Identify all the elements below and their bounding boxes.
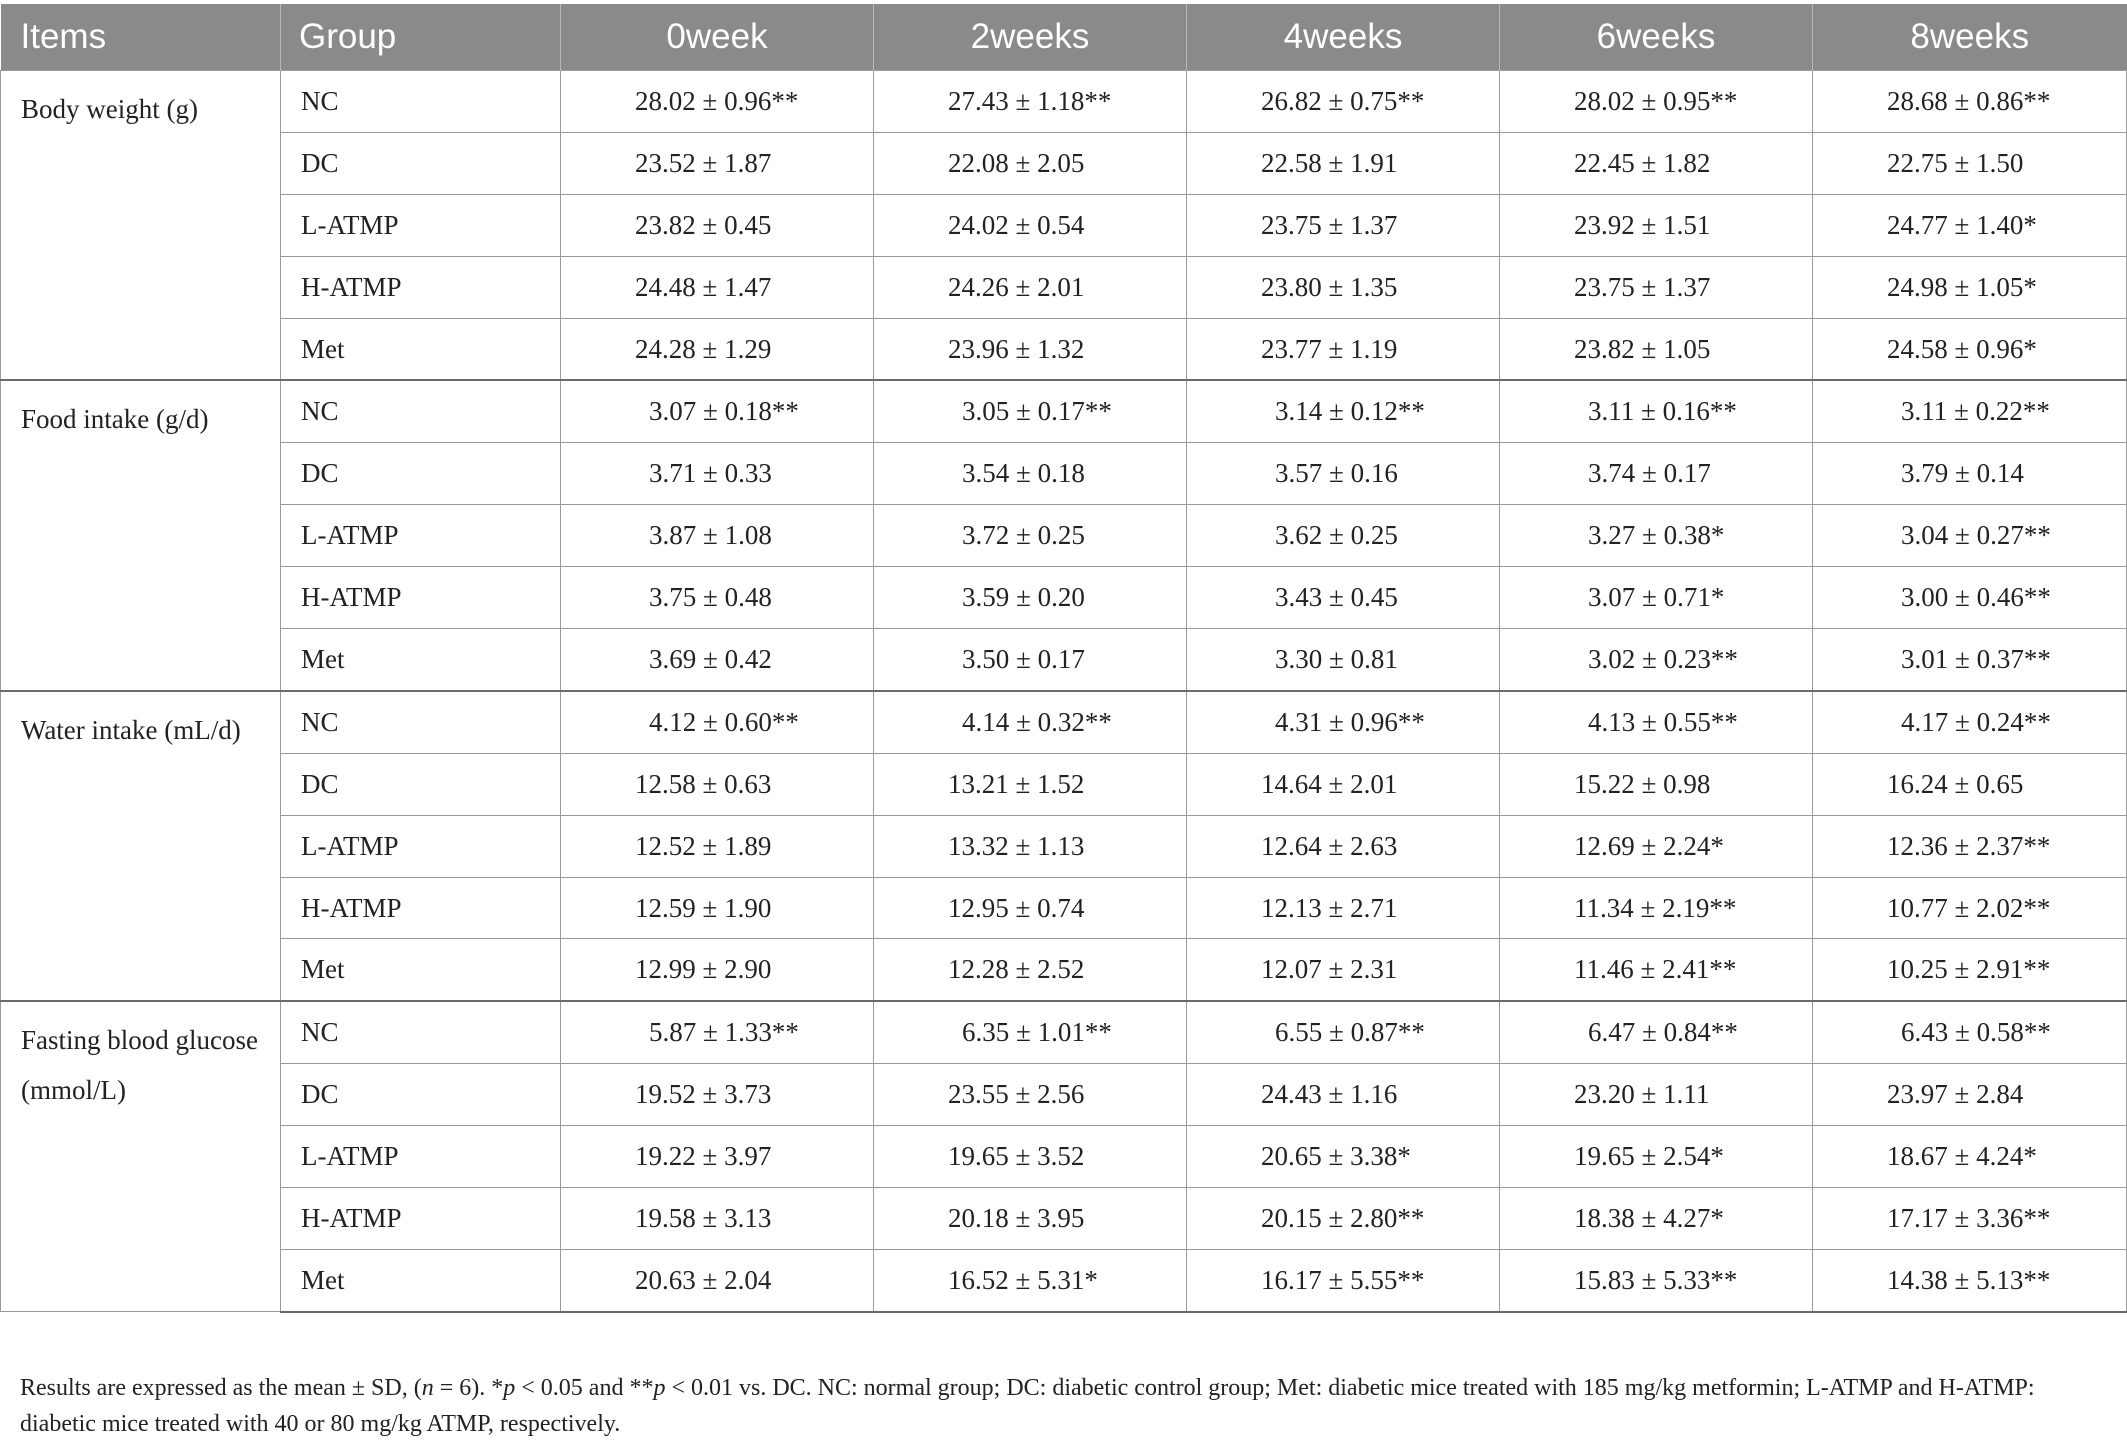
group-cell: NC bbox=[281, 71, 561, 133]
value-cell bbox=[1187, 1064, 1500, 1126]
group-cell: NC bbox=[281, 1001, 561, 1063]
item-cell: Food intake (g/d) bbox=[1, 380, 281, 690]
value-cell bbox=[561, 567, 874, 629]
value-text: 3.04 ± 0.27** bbox=[1901, 520, 2051, 551]
value-text: 18.38 ± 4.27* bbox=[1574, 1202, 1724, 1233]
table-row bbox=[1, 443, 2127, 505]
value-text: 16.17 ± 5.55** bbox=[1261, 1264, 1425, 1295]
value-text: 19.52 ± 3.73 bbox=[635, 1079, 772, 1110]
value-text: 10.25 ± 2.91** bbox=[1887, 954, 2051, 985]
value-text: 12.13 ± 2.71 bbox=[1261, 892, 1398, 923]
value-cell bbox=[1813, 1126, 2127, 1188]
value-cell bbox=[1187, 132, 1500, 194]
value-text: 16.52 ± 5.31* bbox=[948, 1264, 1098, 1295]
value-text: 3.07 ± 0.71* bbox=[1588, 582, 1725, 613]
value-text: 17.17 ± 3.36** bbox=[1887, 1202, 2051, 1233]
value-cell bbox=[874, 877, 1187, 939]
value-text: 3.72 ± 0.25 bbox=[962, 520, 1085, 551]
table-footnote bbox=[20, 1370, 2110, 1442]
value-text: 12.07 ± 2.31 bbox=[1261, 954, 1398, 985]
value-text: 28.02 ± 0.96** bbox=[635, 85, 799, 116]
value-cell bbox=[1813, 629, 2127, 691]
value-text: 12.69 ± 2.24* bbox=[1574, 830, 1724, 861]
value-cell bbox=[874, 567, 1187, 629]
value-text: 19.58 ± 3.13 bbox=[635, 1202, 772, 1233]
group-cell: Met bbox=[281, 629, 561, 691]
value-cell bbox=[561, 132, 874, 194]
value-cell bbox=[1500, 815, 1813, 877]
value-cell bbox=[1813, 318, 2127, 380]
value-cell bbox=[1500, 629, 1813, 691]
value-cell bbox=[874, 1064, 1187, 1126]
value-cell bbox=[874, 380, 1187, 442]
value-cell bbox=[874, 1249, 1187, 1311]
value-text: 22.08 ± 2.05 bbox=[948, 147, 1085, 178]
table-row bbox=[1, 691, 2127, 753]
value-cell bbox=[561, 753, 874, 815]
value-cell bbox=[1187, 1001, 1500, 1063]
header-group: Group bbox=[281, 4, 561, 71]
value-text: 3.71 ± 0.33 bbox=[649, 458, 772, 489]
value-text: 23.92 ± 1.51 bbox=[1574, 209, 1711, 240]
value-cell bbox=[1500, 1188, 1813, 1250]
value-text: 12.28 ± 2.52 bbox=[948, 954, 1085, 985]
value-cell bbox=[1813, 691, 2127, 753]
group-cell: Met bbox=[281, 939, 561, 1001]
value-text: 3.00 ± 0.46** bbox=[1901, 582, 2051, 613]
value-cell bbox=[561, 691, 874, 753]
value-text: 3.11 ± 0.16** bbox=[1588, 396, 1737, 427]
value-cell bbox=[874, 1188, 1187, 1250]
value-text: 24.58 ± 0.96* bbox=[1887, 333, 2037, 364]
value-text: 23.55 ± 2.56 bbox=[948, 1079, 1085, 1110]
value-text: 23.52 ± 1.87 bbox=[635, 147, 772, 178]
value-text: 5.87 ± 1.33** bbox=[649, 1017, 799, 1048]
value-text: 3.05 ± 0.17** bbox=[962, 396, 1112, 427]
item-cell: Water intake (mL/d) bbox=[1, 691, 281, 1001]
table-row bbox=[1, 318, 2127, 380]
value-cell bbox=[1500, 132, 1813, 194]
value-text: 23.82 ± 0.45 bbox=[635, 209, 772, 240]
table-row bbox=[1, 753, 2127, 815]
value-text: 10.77 ± 2.02** bbox=[1887, 892, 2051, 923]
group-cell: Met bbox=[281, 318, 561, 380]
table-row bbox=[1, 939, 2127, 1001]
value-text: 27.43 ± 1.18** bbox=[948, 85, 1112, 116]
value-text: 4.17 ± 0.24** bbox=[1901, 706, 2051, 737]
value-text: 3.69 ± 0.42 bbox=[649, 643, 772, 674]
value-cell bbox=[561, 505, 874, 567]
value-text: 22.58 ± 1.91 bbox=[1261, 147, 1398, 178]
table-row bbox=[1, 1126, 2127, 1188]
value-cell bbox=[874, 939, 1187, 1001]
value-text: 6.47 ± 0.84** bbox=[1588, 1017, 1738, 1048]
table-row bbox=[1, 71, 2127, 133]
value-cell bbox=[874, 194, 1187, 256]
value-cell bbox=[1500, 256, 1813, 318]
value-cell bbox=[1187, 505, 1500, 567]
value-text: 15.83 ± 5.33** bbox=[1574, 1264, 1738, 1295]
value-text: 6.55 ± 0.87** bbox=[1275, 1017, 1425, 1048]
value-cell bbox=[1813, 1249, 2127, 1311]
footnote-n: n bbox=[421, 1375, 434, 1401]
table-row bbox=[1, 629, 2127, 691]
value-cell bbox=[1187, 380, 1500, 442]
value-cell bbox=[1813, 753, 2127, 815]
value-text: 15.22 ± 0.98 bbox=[1574, 768, 1711, 799]
value-text: 24.02 ± 0.54 bbox=[948, 209, 1085, 240]
value-text: 18.67 ± 4.24* bbox=[1887, 1141, 2037, 1172]
value-text: 11.46 ± 2.41** bbox=[1574, 954, 1737, 985]
value-cell bbox=[561, 1249, 874, 1311]
value-cell bbox=[1187, 691, 1500, 753]
value-cell bbox=[561, 71, 874, 133]
group-cell: H-ATMP bbox=[281, 877, 561, 939]
value-text: 4.13 ± 0.55** bbox=[1588, 706, 1738, 737]
value-text: 23.75 ± 1.37 bbox=[1261, 209, 1398, 240]
value-text: 16.24 ± 0.65 bbox=[1887, 768, 2024, 799]
value-text: 23.97 ± 2.84 bbox=[1887, 1079, 2024, 1110]
table-row bbox=[1, 1001, 2127, 1063]
value-text: 3.02 ± 0.23** bbox=[1588, 643, 1738, 674]
value-text: 3.30 ± 0.81 bbox=[1275, 643, 1398, 674]
value-cell bbox=[561, 443, 874, 505]
value-text: 23.77 ± 1.19 bbox=[1261, 333, 1398, 364]
value-cell bbox=[1500, 318, 1813, 380]
value-cell bbox=[1187, 256, 1500, 318]
value-text: 12.58 ± 0.63 bbox=[635, 768, 772, 799]
header-2weeks: 2weeks bbox=[874, 4, 1187, 71]
value-cell bbox=[1500, 71, 1813, 133]
table-row bbox=[1, 877, 2127, 939]
value-cell bbox=[1187, 1126, 1500, 1188]
value-text: 3.62 ± 0.25 bbox=[1275, 520, 1398, 551]
value-text: 12.99 ± 2.90 bbox=[635, 954, 772, 985]
value-text: 4.12 ± 0.60** bbox=[649, 706, 799, 737]
table-row bbox=[1, 1064, 2127, 1126]
group-cell: DC bbox=[281, 753, 561, 815]
group-cell: L-ATMP bbox=[281, 505, 561, 567]
value-text: 14.64 ± 2.01 bbox=[1261, 768, 1398, 799]
value-text: 3.54 ± 0.18 bbox=[962, 458, 1085, 489]
value-cell bbox=[1500, 691, 1813, 753]
value-text: 24.43 ± 1.16 bbox=[1261, 1079, 1398, 1110]
value-cell bbox=[561, 1064, 874, 1126]
value-cell bbox=[1500, 1249, 1813, 1311]
group-cell: Met bbox=[281, 1249, 561, 1311]
value-cell bbox=[874, 1001, 1187, 1063]
item-cell: Body weight (g) bbox=[1, 71, 281, 381]
value-text: 24.98 ± 1.05* bbox=[1887, 271, 2037, 302]
value-text: 3.11 ± 0.22** bbox=[1901, 396, 2050, 427]
value-text: 11.34 ± 2.19** bbox=[1574, 892, 1737, 923]
value-cell bbox=[874, 256, 1187, 318]
value-cell bbox=[1187, 753, 1500, 815]
value-cell bbox=[561, 318, 874, 380]
value-cell bbox=[1813, 380, 2127, 442]
value-cell bbox=[1813, 256, 2127, 318]
group-cell: DC bbox=[281, 443, 561, 505]
value-cell bbox=[1500, 443, 1813, 505]
value-cell bbox=[1500, 1001, 1813, 1063]
value-cell bbox=[1187, 815, 1500, 877]
table-row bbox=[1, 194, 2127, 256]
value-text: 20.63 ± 2.04 bbox=[635, 1264, 772, 1295]
value-text: 13.32 ± 1.13 bbox=[948, 830, 1085, 861]
header-4weeks: 4weeks bbox=[1187, 4, 1500, 71]
value-text: 19.65 ± 3.52 bbox=[948, 1141, 1085, 1172]
value-cell bbox=[874, 1126, 1187, 1188]
value-text: 3.75 ± 0.48 bbox=[649, 582, 772, 613]
value-cell bbox=[1813, 132, 2127, 194]
value-cell bbox=[561, 939, 874, 1001]
footnote-text: = 6). * bbox=[433, 1375, 504, 1401]
value-text: 3.74 ± 0.17 bbox=[1588, 458, 1711, 489]
value-text: 24.28 ± 1.29 bbox=[635, 333, 772, 364]
value-cell bbox=[1187, 939, 1500, 1001]
header-6weeks: 6weeks bbox=[1500, 4, 1813, 71]
value-cell bbox=[1500, 194, 1813, 256]
header-8weeks: 8weeks bbox=[1813, 4, 2127, 71]
value-text: 12.64 ± 2.63 bbox=[1261, 830, 1398, 861]
table-row bbox=[1, 380, 2127, 442]
value-text: 24.77 ± 1.40* bbox=[1887, 209, 2037, 240]
value-cell bbox=[1813, 194, 2127, 256]
value-cell bbox=[874, 629, 1187, 691]
value-cell bbox=[561, 256, 874, 318]
value-text: 19.22 ± 3.97 bbox=[635, 1141, 772, 1172]
footnote-text: < 0.01 vs. DC. NC: normal group; DC: diabetic control group; Met: diabetic mice treated with 185 mg/kg metformin; L-ATMP and H-ATMP: diabetic mice treated with 40 or 80 mg/kg ATMP, respectively. bbox=[20, 1375, 2035, 1437]
table-row bbox=[1, 1249, 2127, 1311]
table-row bbox=[1, 505, 2127, 567]
value-cell bbox=[561, 1126, 874, 1188]
value-text: 22.75 ± 1.50 bbox=[1887, 147, 2024, 178]
value-cell bbox=[1187, 567, 1500, 629]
value-text: 3.14 ± 0.12** bbox=[1275, 396, 1425, 427]
value-cell bbox=[1813, 1064, 2127, 1126]
value-cell bbox=[874, 71, 1187, 133]
value-cell bbox=[1813, 1188, 2127, 1250]
group-cell: NC bbox=[281, 380, 561, 442]
value-text: 4.31 ± 0.96** bbox=[1275, 706, 1425, 737]
value-cell bbox=[1187, 71, 1500, 133]
value-cell bbox=[1500, 1126, 1813, 1188]
value-text: 3.79 ± 0.14 bbox=[1901, 458, 2024, 489]
header-row bbox=[1, 4, 2127, 71]
value-text: 3.07 ± 0.18** bbox=[649, 396, 799, 427]
value-cell bbox=[1187, 1188, 1500, 1250]
value-cell bbox=[1500, 505, 1813, 567]
footnote-p: p bbox=[653, 1375, 666, 1401]
value-cell bbox=[1500, 380, 1813, 442]
header-items: Items bbox=[1, 4, 281, 71]
value-text: 24.48 ± 1.47 bbox=[635, 271, 772, 302]
value-cell bbox=[1187, 877, 1500, 939]
group-cell: H-ATMP bbox=[281, 256, 561, 318]
value-cell bbox=[1813, 815, 2127, 877]
table-row bbox=[1, 132, 2127, 194]
value-cell bbox=[1813, 443, 2127, 505]
value-cell bbox=[561, 1188, 874, 1250]
value-text: 23.75 ± 1.37 bbox=[1574, 271, 1711, 302]
value-text: 12.36 ± 2.37** bbox=[1887, 830, 2051, 861]
group-cell: H-ATMP bbox=[281, 567, 561, 629]
group-cell: L-ATMP bbox=[281, 1126, 561, 1188]
group-cell: DC bbox=[281, 1064, 561, 1126]
value-text: 3.27 ± 0.38* bbox=[1588, 520, 1725, 551]
value-text: 12.95 ± 0.74 bbox=[948, 892, 1085, 923]
value-cell bbox=[1813, 939, 2127, 1001]
value-cell bbox=[561, 194, 874, 256]
value-text: 23.20 ± 1.11 bbox=[1574, 1079, 1710, 1110]
value-cell bbox=[874, 505, 1187, 567]
value-text: 24.26 ± 2.01 bbox=[948, 271, 1085, 302]
header-0week: 0week bbox=[561, 4, 874, 71]
value-text: 13.21 ± 1.52 bbox=[948, 768, 1085, 799]
value-text: 3.01 ± 0.37** bbox=[1901, 643, 2051, 674]
value-cell bbox=[1500, 567, 1813, 629]
value-cell bbox=[1813, 505, 2127, 567]
value-text: 3.59 ± 0.20 bbox=[962, 582, 1085, 613]
value-cell bbox=[1500, 939, 1813, 1001]
value-cell bbox=[874, 132, 1187, 194]
value-text: 23.82 ± 1.05 bbox=[1574, 333, 1711, 364]
value-cell bbox=[874, 691, 1187, 753]
value-cell bbox=[1813, 567, 2127, 629]
table-row bbox=[1, 256, 2127, 318]
group-cell: L-ATMP bbox=[281, 815, 561, 877]
value-text: 19.65 ± 2.54* bbox=[1574, 1141, 1724, 1172]
value-text: 20.18 ± 3.95 bbox=[948, 1202, 1085, 1233]
value-cell bbox=[561, 815, 874, 877]
value-cell bbox=[561, 380, 874, 442]
value-cell bbox=[1813, 1001, 2127, 1063]
table-row bbox=[1, 1188, 2127, 1250]
group-cell: NC bbox=[281, 691, 561, 753]
value-cell bbox=[874, 753, 1187, 815]
table-row bbox=[1, 567, 2127, 629]
value-text: 23.96 ± 1.32 bbox=[948, 333, 1085, 364]
value-cell bbox=[1500, 1064, 1813, 1126]
value-text: 6.35 ± 1.01** bbox=[962, 1017, 1112, 1048]
value-cell bbox=[1187, 194, 1500, 256]
value-text: 6.43 ± 0.58** bbox=[1901, 1017, 2051, 1048]
value-text: 3.87 ± 1.08 bbox=[649, 520, 772, 551]
value-text: 22.45 ± 1.82 bbox=[1574, 147, 1711, 178]
value-text: 14.38 ± 5.13** bbox=[1887, 1264, 2051, 1295]
value-cell bbox=[1813, 71, 2127, 133]
value-cell bbox=[1187, 443, 1500, 505]
value-cell bbox=[1813, 877, 2127, 939]
value-text: 3.50 ± 0.17 bbox=[962, 643, 1085, 674]
value-text: 20.65 ± 3.38* bbox=[1261, 1141, 1411, 1172]
value-cell bbox=[561, 877, 874, 939]
value-text: 12.59 ± 1.90 bbox=[635, 892, 772, 923]
value-cell bbox=[1500, 877, 1813, 939]
value-cell bbox=[874, 318, 1187, 380]
value-cell bbox=[1500, 753, 1813, 815]
value-text: 3.57 ± 0.16 bbox=[1275, 458, 1398, 489]
value-cell bbox=[1187, 629, 1500, 691]
group-cell: L-ATMP bbox=[281, 194, 561, 256]
value-cell bbox=[561, 1001, 874, 1063]
value-cell bbox=[874, 815, 1187, 877]
group-cell: H-ATMP bbox=[281, 1188, 561, 1250]
item-cell: Fasting blood glucose (mmol/L) bbox=[1, 1001, 281, 1311]
value-cell bbox=[874, 443, 1187, 505]
value-text: 4.14 ± 0.32** bbox=[962, 706, 1112, 737]
value-text: 28.02 ± 0.95** bbox=[1574, 85, 1738, 116]
footnote-text: < 0.05 and ** bbox=[515, 1375, 654, 1401]
value-cell bbox=[561, 629, 874, 691]
value-text: 23.80 ± 1.35 bbox=[1261, 271, 1398, 302]
footnote-p: p bbox=[503, 1375, 516, 1401]
footnote-text: Results are expressed as the mean ± SD, ( bbox=[20, 1375, 422, 1401]
value-text: 3.43 ± 0.45 bbox=[1275, 582, 1398, 613]
table-row bbox=[1, 815, 2127, 877]
value-text: 26.82 ± 0.75** bbox=[1261, 85, 1425, 116]
value-cell bbox=[1187, 318, 1500, 380]
value-cell bbox=[1187, 1249, 1500, 1311]
group-cell: DC bbox=[281, 132, 561, 194]
table-body bbox=[1, 71, 2127, 1312]
results-table bbox=[0, 4, 2127, 1313]
value-text: 20.15 ± 2.80** bbox=[1261, 1202, 1425, 1233]
value-text: 12.52 ± 1.89 bbox=[635, 830, 772, 861]
value-text: 28.68 ± 0.86** bbox=[1887, 85, 2051, 116]
